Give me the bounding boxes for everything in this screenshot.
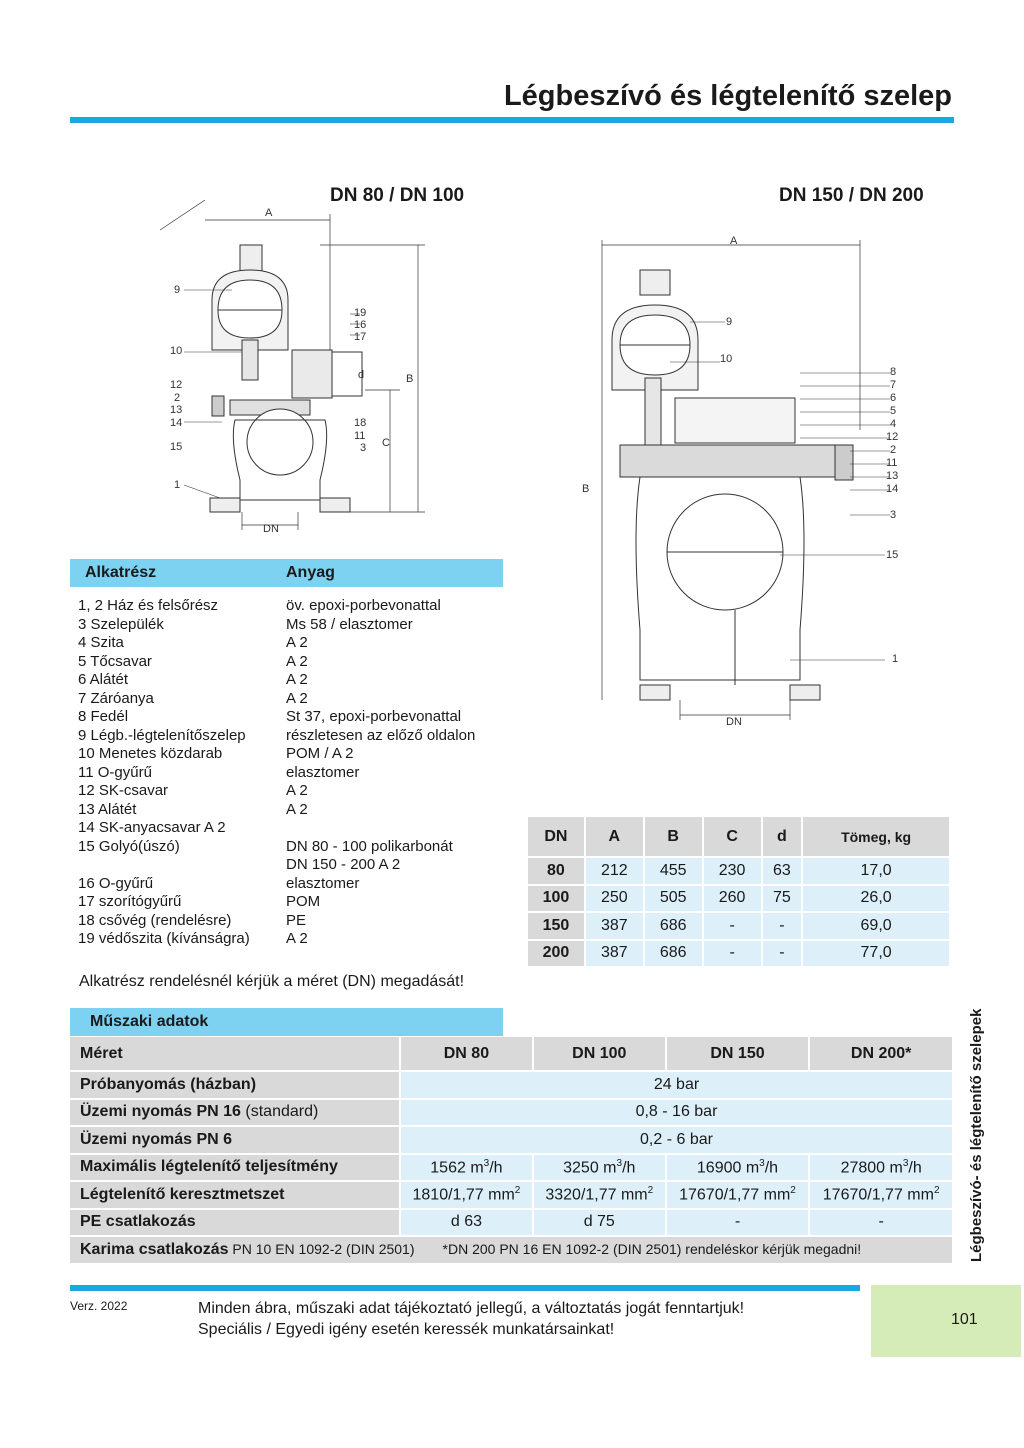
dim-header-weight: Tömeg, kg	[802, 817, 950, 857]
table-row	[70, 1154, 953, 1182]
unit-sup: 3	[616, 1157, 623, 1169]
svg-text:13: 13	[886, 470, 899, 482]
tech-header-dn150: DN 150	[666, 1037, 810, 1071]
part-material: A 2	[286, 800, 308, 818]
part-name: 1, 2 Ház és felsőrész	[78, 597, 219, 614]
unit-sup: 3	[902, 1157, 909, 1169]
part-row	[78, 801, 518, 820]
part-material: A 2	[286, 689, 308, 707]
svg-text:4: 4	[890, 418, 897, 430]
table-cell: 63	[762, 857, 803, 885]
tech-data-table	[70, 1037, 954, 1265]
part-row	[78, 819, 518, 838]
footer-rule	[70, 1285, 860, 1291]
table-cell: 686	[644, 912, 703, 940]
part-material: A 2	[286, 930, 308, 947]
part-name: 9 Légb.-légtelenítőszelep	[78, 726, 246, 744]
part-name: 10 Menetes közdarab	[78, 745, 223, 762]
unit-tail: /h	[622, 1158, 636, 1176]
part-row	[78, 782, 518, 801]
part-name: 15 Golyó(úszó)	[78, 837, 180, 855]
table-row	[70, 1071, 953, 1099]
version: Verz. 2022	[70, 1299, 128, 1313]
part-material: St 37, epoxi-porbevonattal	[286, 708, 462, 725]
svg-text:15: 15	[886, 549, 899, 561]
svg-text:19: 19	[354, 307, 367, 319]
unit-sup: 3	[483, 1157, 490, 1169]
disclaimer-line-1: Minden ábra, műszaki adat tájékoztató jellegű, a változtatás jogát fenntartjuk!	[198, 1300, 745, 1317]
title-rule	[70, 117, 954, 123]
svg-text:A: A	[265, 207, 273, 219]
svg-text:1: 1	[174, 479, 181, 491]
pn16-value: 0,8 - 16 bar	[400, 1099, 953, 1127]
part-material: öv. epoxi-porbevonattal	[286, 597, 441, 614]
svg-text:14: 14	[886, 483, 899, 495]
svg-text:10: 10	[170, 345, 183, 357]
svg-text:d: d	[358, 369, 365, 381]
svg-text:13: 13	[170, 404, 183, 416]
pn16-label: Üzemi nyomás PN 16	[80, 1103, 241, 1121]
table-row	[528, 940, 950, 968]
pe-value: d 63	[400, 1209, 533, 1237]
part-name: 17 szorítógyűrű	[78, 893, 182, 910]
svg-text:3: 3	[360, 442, 367, 454]
svg-text:B: B	[406, 373, 414, 385]
svg-text:12: 12	[170, 379, 183, 391]
dimensions-header-row	[528, 817, 950, 857]
part-row	[78, 690, 518, 709]
svg-text:12: 12	[886, 431, 899, 443]
row-label: Üzemi nyomás PN 6	[70, 1126, 400, 1154]
tech-header-dn80: DN 80	[400, 1037, 533, 1071]
page-number: 101	[951, 1311, 978, 1328]
table-cell: -	[762, 912, 803, 940]
part-row	[78, 634, 518, 653]
disclaimer	[198, 1298, 744, 1340]
part-name: 3 Szelepülék	[78, 615, 164, 633]
capacity-cell	[666, 1154, 810, 1182]
part-name: 7 Záróanya	[78, 689, 154, 707]
table-cell: 387	[585, 912, 644, 940]
svg-text:A: A	[730, 235, 738, 247]
part-row	[78, 838, 518, 857]
svg-text:7: 7	[890, 379, 897, 391]
part-name: 12 SK-csavar	[78, 782, 169, 799]
table-cell: 230	[703, 857, 762, 885]
part-row	[78, 912, 518, 931]
svg-text:15: 15	[170, 441, 183, 453]
svg-text:2: 2	[890, 444, 897, 456]
part-material: PE	[286, 911, 307, 929]
svg-text:B: B	[582, 483, 590, 495]
svg-text:C: C	[382, 437, 390, 449]
svg-text:18: 18	[354, 417, 367, 429]
table-cell: 200	[528, 940, 585, 968]
section-cell	[666, 1181, 810, 1209]
tech-header-size: Méret	[70, 1037, 400, 1071]
table-cell: 387	[585, 940, 644, 968]
part-material: részletesen az előző oldalon	[286, 726, 476, 744]
part-row	[78, 653, 518, 672]
row-label: Maximális légtelenítő teljesítmény	[70, 1154, 400, 1182]
part-material: DN 150 - 200 A 2	[286, 856, 401, 873]
tech-header-row	[70, 1037, 953, 1071]
part-row	[78, 597, 518, 616]
part-row	[78, 875, 518, 894]
part-material: A 2	[286, 782, 308, 799]
test-pressure-value: 24 bar	[400, 1071, 953, 1099]
table-cell: 212	[585, 857, 644, 885]
svg-text:11: 11	[886, 457, 898, 469]
capacity-value: 16900 m	[696, 1158, 760, 1176]
unit-sup: 2	[790, 1185, 796, 1197]
unit-sup: 3	[759, 1157, 765, 1169]
svg-text:16: 16	[354, 319, 367, 331]
unit-sup: 2	[933, 1185, 940, 1197]
svg-text:5: 5	[890, 405, 897, 417]
pe-value: -	[666, 1209, 810, 1237]
table-cell: -	[703, 940, 762, 968]
flange-label: Karima csatlakozás	[80, 1240, 229, 1258]
parts-header-material: Anyag	[286, 564, 335, 581]
part-name: 11 O-gyűrű	[78, 763, 152, 781]
svg-text:8: 8	[890, 366, 897, 378]
tech-header-dn100: DN 100	[533, 1037, 666, 1071]
part-row	[78, 893, 518, 912]
svg-text:DN: DN	[726, 716, 742, 728]
unit-tail: /h	[764, 1158, 779, 1176]
capacity-value: 1562 m	[430, 1158, 484, 1176]
table-row	[70, 1181, 953, 1209]
svg-text:2: 2	[174, 392, 181, 404]
table-cell: 686	[644, 940, 703, 968]
part-name: 4 Szita	[78, 634, 124, 651]
row-label: PE csatlakozás	[70, 1209, 400, 1237]
parts-header	[70, 559, 503, 587]
part-row	[78, 930, 518, 949]
capacity-cell	[400, 1154, 533, 1182]
table-cell: 150	[528, 912, 585, 940]
parts-header-part: Alkatrész	[85, 564, 157, 581]
part-material: Ms 58 / elasztomer	[286, 615, 413, 633]
table-cell: 100	[528, 885, 585, 913]
dim-header-c: C	[703, 817, 762, 857]
part-material: POM	[286, 893, 321, 910]
valve-drawing-dn80-100	[160, 200, 430, 545]
table-cell: -	[762, 940, 803, 968]
tech-header-dn200: DN 200*	[809, 1037, 953, 1071]
page-title: Légbeszívó és légtelenítő szelep	[503, 80, 952, 112]
table-row	[70, 1099, 953, 1127]
left-drawing-subtitle: DN 80 / DN 100	[330, 185, 465, 206]
section-value: 1810/1,77 mm	[412, 1186, 515, 1204]
part-name: 18 csővég (rendelésre)	[78, 911, 232, 929]
part-row	[78, 727, 518, 746]
valve-drawing-dn150-200	[560, 230, 920, 735]
part-row	[78, 745, 518, 764]
table-cell: 26,0	[802, 885, 950, 913]
section-cell	[400, 1181, 533, 1209]
svg-text:DN: DN	[263, 523, 279, 535]
part-row	[78, 708, 518, 727]
section-value: 17670/1,77 mm	[822, 1186, 934, 1204]
svg-text:3: 3	[890, 509, 897, 521]
part-material: A 2	[286, 634, 308, 651]
part-material: POM / A 2	[286, 745, 354, 762]
table-cell: 505	[644, 885, 703, 913]
right-drawing-subtitle: DN 150 / DN 200	[779, 185, 924, 206]
part-name: 14 SK-anyacsavar A 2	[78, 819, 226, 836]
tech-section-header	[70, 1008, 503, 1036]
table-row	[70, 1209, 953, 1237]
table-cell: 75	[762, 885, 803, 913]
table-row	[528, 857, 950, 885]
svg-text:1: 1	[892, 653, 899, 665]
section-cell	[533, 1181, 666, 1209]
part-name: 13 Alátét	[78, 800, 137, 818]
part-name: 8 Fedél	[78, 708, 129, 725]
parts-list	[78, 597, 518, 949]
table-row	[528, 912, 950, 940]
part-material: elasztomer	[286, 874, 360, 892]
svg-text:11: 11	[354, 430, 366, 442]
disclaimer-line-2: Speciális / Egyedi igény esetén keressék munkatársainkat!	[198, 1321, 615, 1338]
part-row	[78, 856, 518, 875]
row-label: Légtelenítő keresztmetszet	[70, 1181, 400, 1209]
part-name: 6 Alátét	[78, 671, 129, 688]
svg-text:10: 10	[720, 353, 733, 365]
table-row	[70, 1236, 953, 1264]
svg-text:17: 17	[354, 331, 367, 343]
capacity-value: 3250 m	[563, 1158, 617, 1176]
part-row	[78, 764, 518, 783]
table-row	[528, 885, 950, 913]
svg-text:6: 6	[890, 392, 897, 404]
svg-text:9: 9	[726, 316, 733, 328]
pn16-label-suffix: (standard)	[240, 1103, 319, 1121]
part-material: elasztomer	[286, 763, 360, 781]
part-row	[78, 671, 518, 690]
unit-tail: /h	[908, 1158, 922, 1176]
table-cell: 260	[703, 885, 762, 913]
page-number-box	[871, 1285, 1021, 1357]
capacity-cell	[533, 1154, 666, 1182]
part-material: A 2	[286, 671, 308, 688]
table-cell: 80	[528, 857, 585, 885]
part-name: 16 O-gyűrű	[78, 874, 154, 892]
capacity-value: 27800 m	[840, 1158, 903, 1176]
dim-header-dn: DN	[528, 817, 585, 857]
part-name: 19 védőszita (kívánságra)	[78, 930, 250, 947]
unit-sup: 2	[514, 1185, 521, 1197]
dim-header-a: A	[585, 817, 644, 857]
table-row	[70, 1126, 953, 1154]
unit-tail: /h	[489, 1158, 503, 1176]
section-value: 3320/1,77 mm	[545, 1186, 648, 1204]
pe-value: -	[809, 1209, 953, 1237]
flange-row	[70, 1236, 953, 1264]
dim-header-b: B	[644, 817, 703, 857]
flange-note: *DN 200 PN 16 EN 1092-2 (DIN 2501) rendeléskor kérjük megadni!	[442, 1240, 862, 1257]
table-cell: 250	[585, 885, 644, 913]
part-name: 5 Tőcsavar	[78, 652, 152, 670]
pn6-value: 0,2 - 6 bar	[400, 1126, 953, 1154]
capacity-cell	[809, 1154, 953, 1182]
section-value: 17670/1,77 mm	[679, 1186, 791, 1204]
dim-header-d: d	[762, 817, 803, 857]
tech-section-title: Műszaki adatok	[90, 1013, 209, 1030]
part-row	[78, 616, 518, 635]
svg-text:9: 9	[174, 284, 181, 296]
flange-text: PN 10 EN 1092-2 (DIN 2501)	[228, 1240, 415, 1257]
dimensions-table	[528, 817, 951, 968]
row-label	[70, 1099, 400, 1127]
row-label: Próbanyomás (házban)	[70, 1071, 400, 1099]
unit-sup: 2	[647, 1185, 654, 1197]
section-cell	[809, 1181, 953, 1209]
table-cell: 455	[644, 857, 703, 885]
part-material: DN 80 - 100 polikarbonát	[286, 837, 453, 855]
svg-text:14: 14	[170, 417, 183, 429]
table-cell: 17,0	[802, 857, 950, 885]
table-cell: 77,0	[802, 940, 950, 968]
part-material: A 2	[286, 652, 308, 670]
order-note: Alkatrész rendelésnél kérjük a méret (DN) megadását!	[79, 973, 465, 990]
table-cell: -	[703, 912, 762, 940]
pe-value: d 75	[533, 1209, 666, 1237]
side-label: Légbeszívó- és légtelenítő szelepek	[968, 1008, 985, 1262]
table-cell: 69,0	[802, 912, 950, 940]
